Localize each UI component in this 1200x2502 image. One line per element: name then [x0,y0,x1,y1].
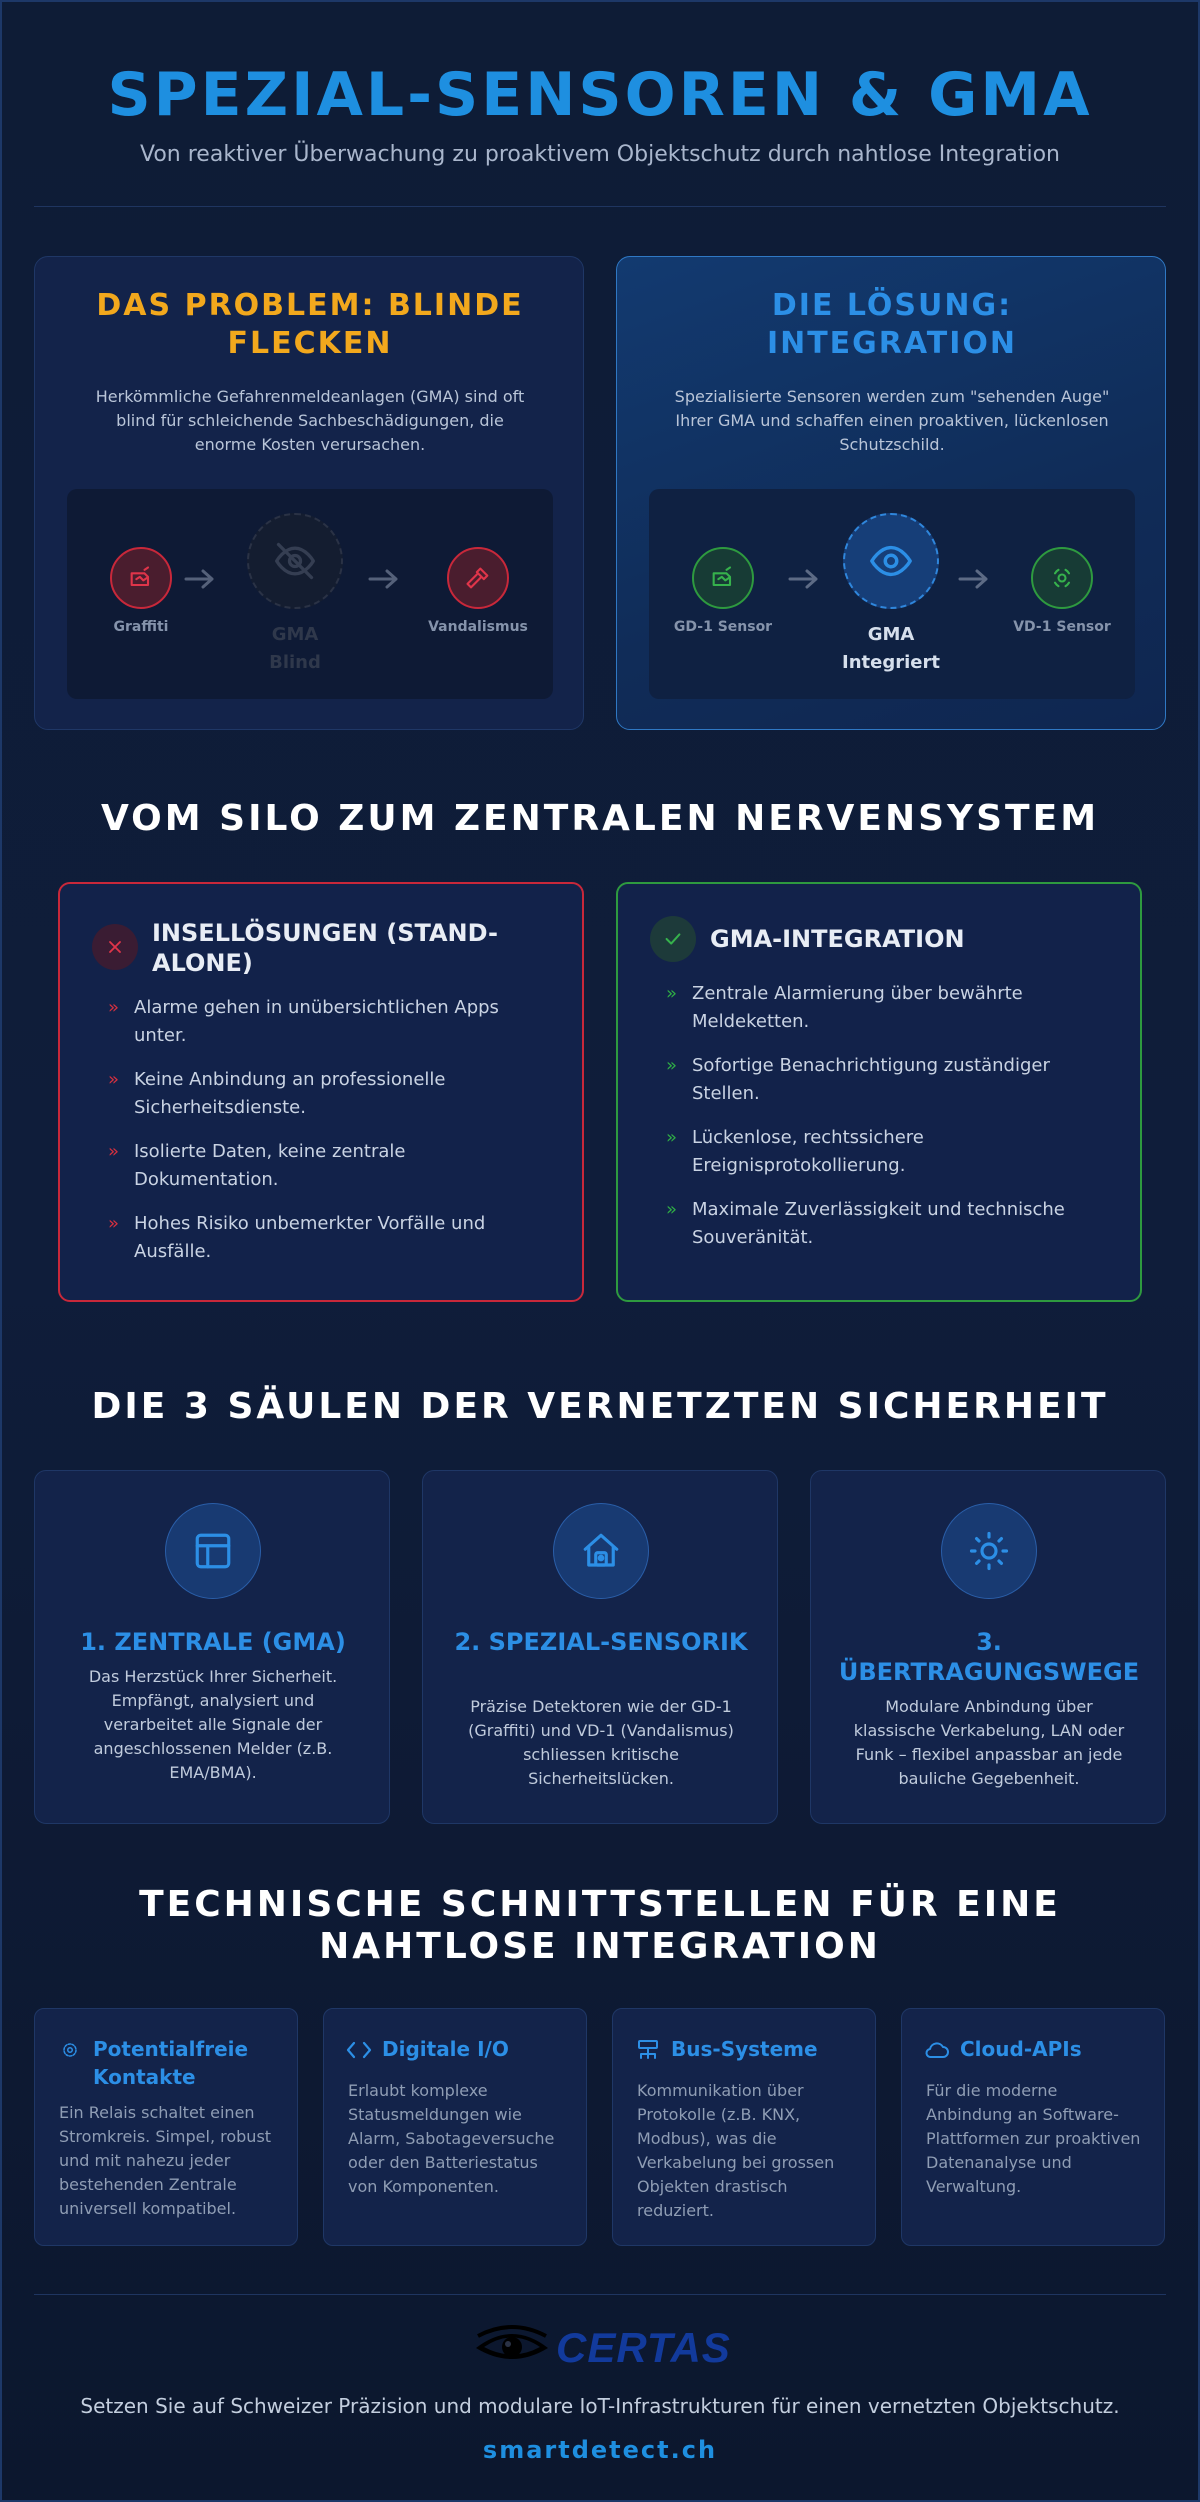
pillar-text: Modulare Anbindung über klassische Verkabelung, LAN oder Funk – flexibel anpassbar an jede bauliche Gegebenheit. [853,1697,1125,1788]
divider [34,2294,1166,2295]
gma-blind-label: GMA Blind [269,624,321,673]
settings-icon [57,2037,83,2063]
problem-panel [34,256,584,730]
logo-text: CERTAS [556,2324,731,2371]
silo-list [108,994,548,1282]
gd1-node [663,547,783,635]
layout-panel-icon [165,1503,261,1599]
sun-icon [941,1503,1037,1599]
integration-card [616,882,1142,1302]
problem-text: Herkömmliche Gefahrenmeldeanlagen (GMA) sind oft blind für schleichende Sachbeschädigungen, die enorme Kosten verursachen. [95,387,525,454]
integration-list [666,980,1106,1268]
check-icon [650,916,696,962]
hammer-icon [447,547,509,609]
graffiti-node [87,547,195,635]
list-item: » Isolierte Daten, keine zentrale Dokumentation. [108,1141,406,1190]
pillar-card-sensors [422,1470,778,1824]
interface-title: Bus-Systeme [671,2037,818,2061]
silo-title: INSELLÖSUNGEN (STAND-ALONE) [152,919,498,977]
interface-card-bus [612,2008,876,2246]
interface-title: Cloud-APIs [960,2037,1082,2061]
silo-card [58,882,584,1302]
interface-text: Erlaubt komplexe Statusmeldungen wie Alarm, Sabotageversuche oder den Batteriestatus von Komponenten. [348,2081,555,2196]
solution-flow [649,489,1135,699]
divider [34,206,1166,207]
page-title: SPEZIAL-SENSOREN & GMA [107,60,1093,130]
section-title-silo: VOM SILO ZUM ZENTRALEN NERVENSYSTEM [100,798,1100,839]
solution-text: Spezialisierte Sensoren werden zum "sehenden Auge" Ihrer GMA und schaffen einen proaktiven, lückenlosen Schutzschild. [674,387,1110,454]
interface-text: Kommunikation über Protokolle (z.B. KNX, Modbus), was die Verkabelung bei grossen Objekten drastisch reduziert. [637,2081,835,2220]
eye-off-icon [247,513,343,609]
section-title-pillars: DIE 3 SÄULEN DER VERNETZTEN SICHERHEIT [91,1386,1109,1427]
pillar-title: 1. ZENTRALE (GMA) [80,1628,346,1656]
close-icon [92,924,138,970]
motion-sensor-icon [1031,547,1093,609]
arrow-right-icon [367,567,401,595]
list-item: » Lückenlose, rechtssichere Ereignisprotokollierung. [666,1127,924,1176]
list-item: » Alarme gehen in unübersichtlichen Apps unter. [108,997,499,1046]
arrow-right-icon [787,567,821,595]
list-item: » Keine Anbindung an professionelle Sicherheitsdienste. [108,1069,446,1118]
eye-icon [843,513,939,609]
vandalism-node [413,547,543,635]
footer-link[interactable]: smartdetect.ch [482,2436,718,2464]
footer-text: Setzen Sie auf Schweizer Präzision und modulare IoT-Infrastrukturen für einen vernetzten Objektschutz. [80,2394,1120,2418]
gd1-label: GD-1 Sensor [673,619,773,635]
pillar-text: Präzise Detektoren wie der GD-1 (Graffiti) und VD-1 (Vandalismus) schliessen kritische Sicherheitslücken. [468,1697,734,1788]
eye-logo-icon [474,2324,550,2372]
solution-title: DIE LÖSUNG: INTEGRATION [766,288,1018,361]
spray-icon [692,547,754,609]
interface-card-digital-io [323,2008,587,2246]
interface-text: Ein Relais schaltet einen Stromkreis. Simpel, robust und mit nahezu jeder bestehenden Zentrale universell kompatibel. [59,2103,272,2218]
problem-flow [67,489,553,699]
vd1-node [999,547,1125,635]
section-title-interfaces: TECHNISCHE SCHNITTSTELLEN FÜR EINE NAHTLOSE INTEGRATION [139,1884,1061,1967]
list-item: » Sofortige Benachrichtigung zuständiger Stellen. [666,1055,1050,1104]
pillar-text: Das Herzstück Ihrer Sicherheit. Empfängt, analysiert und verarbeitet alle Signale der angeschlossenen Melder (z.B. EMA/BMA). [88,1667,338,1782]
certas-logo [474,2320,734,2376]
arrow-right-icon [957,567,991,595]
problem-title: DAS PROBLEM: BLINDE FLECKEN [96,288,524,361]
code-icon [346,2037,372,2063]
pillar-card-central [34,1470,390,1824]
spray-icon [110,547,172,609]
interface-title: Digitale I/O [382,2037,509,2061]
pillar-card-transmission [810,1470,1166,1824]
interface-card-cloud [901,2008,1165,2246]
list-item: » Maximale Zuverlässigkeit und technische Souveränität. [666,1199,1065,1248]
network-icon [635,2037,661,2063]
smart-home-icon [553,1503,649,1599]
gma-blind-node [227,513,363,677]
gma-integrated-label: GMA Integriert [842,624,940,673]
cloud-icon [924,2037,950,2063]
vandalism-label: Vandalismus [428,619,528,635]
interface-title: Potentialfreie Kontakte [93,2037,249,2089]
vd1-label: VD-1 Sensor [1013,619,1111,635]
list-item: » Zentrale Alarmierung über bewährte Meldeketten. [666,983,1023,1032]
page-subtitle: Von reaktiver Überwachung zu proaktivem Objektschutz durch nahtlose Integration [140,142,1060,167]
solution-panel [616,256,1166,730]
gma-integrated-node [825,513,957,677]
interface-text: Für die moderne Anbindung an Software-Plattformen zur proaktiven Datenanalyse und Verwaltung. [926,2081,1141,2196]
graffiti-label: Graffiti [113,619,169,635]
interface-card-relay [34,2008,298,2246]
arrow-right-icon [183,567,217,595]
pillar-title: 2. SPEZIAL-SENSORIK [454,1628,748,1656]
header [0,60,1200,167]
integration-title: GMA-INTEGRATION [710,925,965,953]
pillar-title: 3. ÜBERTRAGUNGSWEGE [838,1628,1140,1686]
list-item: » Hohes Risiko unbemerkter Vorfälle und Ausfälle. [108,1213,486,1262]
